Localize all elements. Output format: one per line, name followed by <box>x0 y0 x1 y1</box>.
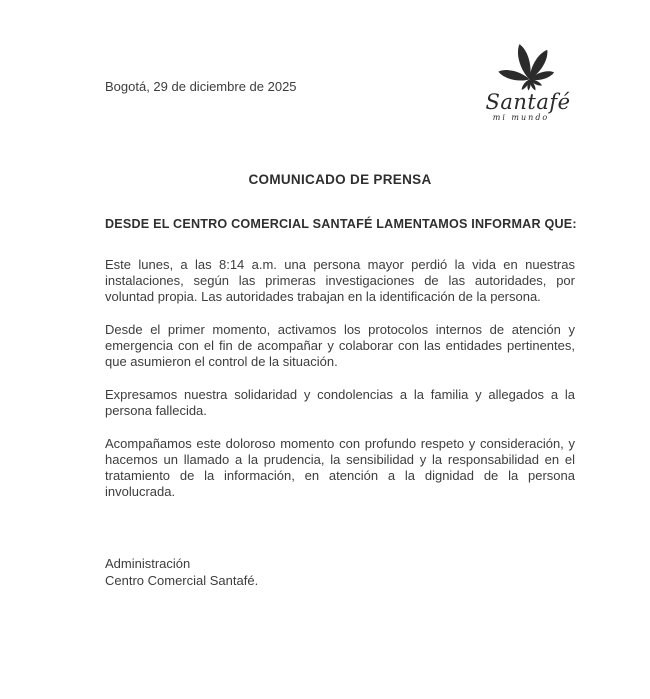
paragraph-condolences: Expresamos nuestra solidaridad y condolencias a la familia y allegados a la persona fallecida. <box>105 387 575 418</box>
paragraph-incident: Este lunes, a las 8:14 a.m. una persona mayor perdió la vida en nuestras instalaciones, según las primeras investigaciones de las autoridades, por voluntad propia. Las autoridades trabajan en la identificación de la persona. <box>105 257 575 304</box>
document-subtitle: DESDE EL CENTRO COMERCIAL SANTAFÉ LAMENTAMOS INFORMAR QUE: <box>105 217 577 231</box>
document-body <box>105 172 575 589</box>
signature-block <box>105 555 575 589</box>
date-line: Bogotá, 29 de diciembre de 2025 <box>105 79 297 94</box>
logo-tagline: mi mundo <box>492 113 550 122</box>
signature-entity: Centro Comercial Santafé. <box>105 573 259 588</box>
signature-role: Administración <box>105 556 191 571</box>
paragraph-protocols: Desde el primer momento, activamos los protocolos internos de atención y emergencia con el fin de acompañar y colaborar con las entidades pertinentes, que asumieron el control de la situación. <box>105 322 575 369</box>
flower-petals-icon <box>489 34 567 92</box>
santafe-logo <box>478 34 578 122</box>
page-title: COMUNICADO DE PRENSA <box>248 172 432 187</box>
logo-wordmark: Santafé <box>485 90 571 114</box>
paragraph-respect: Acompañamos este doloroso momento con profundo respeto y consideración, y hacemos un llamado a la prudencia, la sensibilidad y la responsabilidad en el tratamiento de la información, en atención a la dignidad de la persona involucrada. <box>105 436 575 499</box>
